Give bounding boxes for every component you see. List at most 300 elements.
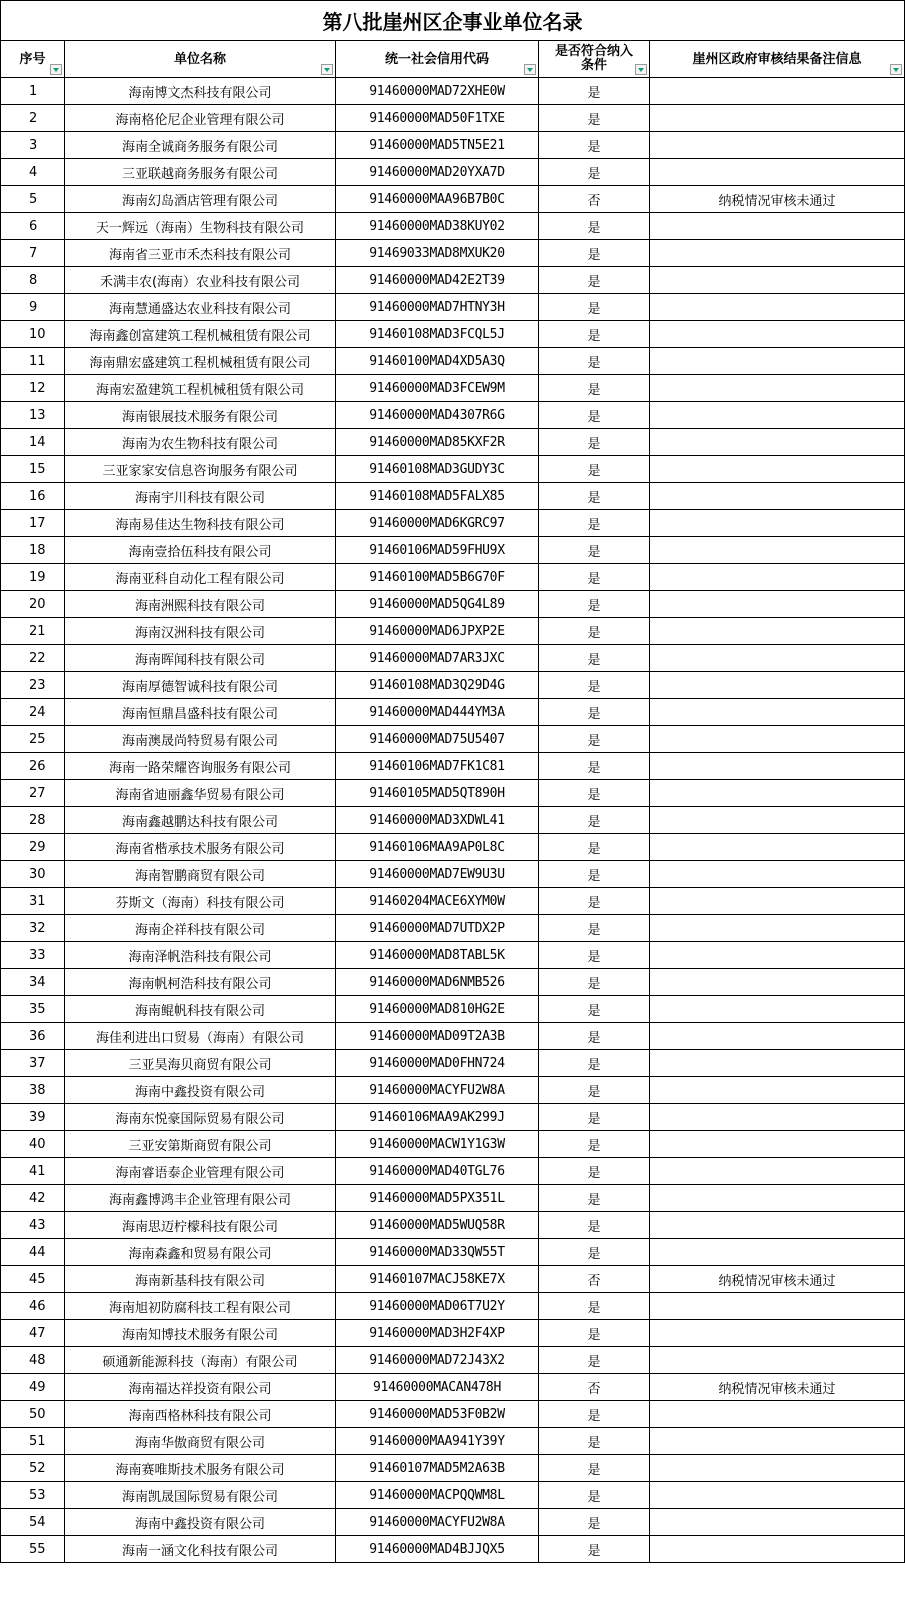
cell-note[interactable]: [650, 1185, 905, 1212]
cell-seq[interactable]: 23: [1, 672, 65, 699]
cell-credit-code[interactable]: 91460105MAD5QT890H: [336, 780, 539, 807]
cell-eligible[interactable]: 是: [539, 456, 650, 483]
cell-credit-code[interactable]: 91469033MAD8MXUK20: [336, 240, 539, 267]
cell-note[interactable]: [650, 1320, 905, 1347]
cell-note[interactable]: [650, 996, 905, 1023]
cell-credit-code[interactable]: 91460000MAD40TGL76: [336, 1158, 539, 1185]
cell-company-name[interactable]: 海南鲲帆科技有限公司: [65, 996, 336, 1023]
cell-seq[interactable]: 41: [1, 1158, 65, 1185]
cell-note[interactable]: [650, 564, 905, 591]
cell-seq[interactable]: 45: [1, 1266, 65, 1293]
cell-eligible[interactable]: 是: [539, 942, 650, 969]
cell-note[interactable]: [650, 753, 905, 780]
cell-note[interactable]: [650, 834, 905, 861]
cell-eligible[interactable]: 是: [539, 267, 650, 294]
table-row: [1, 1455, 905, 1482]
cell-seq[interactable]: 26: [1, 753, 65, 780]
cell-company-name[interactable]: 三亚昊海贝商贸有限公司: [65, 1050, 336, 1077]
cell-credit-code[interactable]: 91460000MAD75U5407: [336, 726, 539, 753]
cell-company-name[interactable]: 海南亚科自动化工程有限公司: [65, 564, 336, 591]
cell-credit-code[interactable]: 91460000MAD5PX351L: [336, 1185, 539, 1212]
header-code-label: 统一社会信用代码: [384, 51, 489, 67]
cell-eligible[interactable]: 是: [539, 1401, 650, 1428]
cell-eligible[interactable]: 是: [539, 348, 650, 375]
cell-credit-code[interactable]: 91460108MAD3GUDY3C: [336, 456, 539, 483]
cell-eligible[interactable]: 是: [539, 915, 650, 942]
cell-note[interactable]: [650, 1023, 905, 1050]
cell-note[interactable]: [650, 78, 905, 105]
cell-note[interactable]: [650, 1050, 905, 1077]
table-row: [1, 1536, 905, 1563]
cell-seq[interactable]: 38: [1, 1077, 65, 1104]
cell-eligible[interactable]: 是: [539, 996, 650, 1023]
cell-note[interactable]: [650, 1401, 905, 1428]
cell-seq[interactable]: 50: [1, 1401, 65, 1428]
table-row: [1, 888, 905, 915]
cell-company-name[interactable]: 海南西格林科技有限公司: [65, 1401, 336, 1428]
cell-company-name[interactable]: 海南洲熙科技有限公司: [65, 591, 336, 618]
cell-note[interactable]: [650, 321, 905, 348]
cell-eligible[interactable]: 是: [539, 618, 650, 645]
cell-company-name[interactable]: 海南智鹏商贸有限公司: [65, 861, 336, 888]
cell-seq[interactable]: 25: [1, 726, 65, 753]
cell-note[interactable]: [650, 159, 905, 186]
cell-credit-code[interactable]: 91460000MAD33QW55T: [336, 1239, 539, 1266]
cell-seq[interactable]: 55: [1, 1536, 65, 1563]
cell-seq[interactable]: 9: [1, 294, 65, 321]
cell-credit-code[interactable]: 91460000MAD42E2T39: [336, 267, 539, 294]
cell-eligible[interactable]: 是: [539, 1212, 650, 1239]
table-row: [1, 1293, 905, 1320]
cell-note[interactable]: [650, 1158, 905, 1185]
cell-company-name[interactable]: 海南福达祥投资有限公司: [65, 1374, 336, 1401]
cell-credit-code[interactable]: 91460000MAD06T7U2Y: [336, 1293, 539, 1320]
filter-dropdown-icon[interactable]: [524, 64, 536, 75]
cell-seq[interactable]: 36: [1, 1023, 65, 1050]
cell-credit-code[interactable]: 91460108MAD5FALX85: [336, 483, 539, 510]
cell-credit-code[interactable]: 91460100MAD4XD5A3Q: [336, 348, 539, 375]
table-row: [1, 456, 905, 483]
cell-eligible[interactable]: 是: [539, 1482, 650, 1509]
cell-credit-code[interactable]: 91460000MAD50F1TXE: [336, 105, 539, 132]
cell-company-name[interactable]: 海南格伦尼企业管理有限公司: [65, 105, 336, 132]
cell-company-name[interactable]: 天一辉远（海南）生物科技有限公司: [65, 213, 336, 240]
cell-company-name[interactable]: 海南中鑫投资有限公司: [65, 1509, 336, 1536]
cell-company-name[interactable]: 海南省迪丽鑫华贸易有限公司: [65, 780, 336, 807]
cell-credit-code[interactable]: 91460108MAD3FCQL5J: [336, 321, 539, 348]
cell-credit-code[interactable]: 91460000MACW1Y1G3W: [336, 1131, 539, 1158]
cell-company-name[interactable]: 海南晖闻科技有限公司: [65, 645, 336, 672]
cell-eligible[interactable]: 是: [539, 1239, 650, 1266]
cell-eligible[interactable]: 是: [539, 1509, 650, 1536]
cell-seq[interactable]: 7: [1, 240, 65, 267]
cell-eligible[interactable]: 是: [539, 834, 650, 861]
cell-credit-code[interactable]: 91460000MAD7AR3JXC: [336, 645, 539, 672]
cell-seq[interactable]: 4: [1, 159, 65, 186]
cell-note[interactable]: [650, 1212, 905, 1239]
cell-eligible[interactable]: 是: [539, 1077, 650, 1104]
cell-company-name[interactable]: 海南澳晟尚特贸易有限公司: [65, 726, 336, 753]
cell-note[interactable]: [650, 1482, 905, 1509]
cell-seq[interactable]: 15: [1, 456, 65, 483]
cell-company-name[interactable]: 芬斯文（海南）科技有限公司: [65, 888, 336, 915]
cell-company-name[interactable]: 海南鼎宏盛建筑工程机械租赁有限公司: [65, 348, 336, 375]
cell-credit-code[interactable]: 91460106MAA9AK299J: [336, 1104, 539, 1131]
cell-note[interactable]: [650, 861, 905, 888]
cell-note[interactable]: [650, 915, 905, 942]
cell-credit-code[interactable]: 91460000MAD6KGRC97: [336, 510, 539, 537]
cell-credit-code[interactable]: 91460000MAD444YM3A: [336, 699, 539, 726]
cell-note[interactable]: [650, 213, 905, 240]
cell-note[interactable]: [650, 1239, 905, 1266]
cell-company-name[interactable]: 海南幻岛酒店管理有限公司: [65, 186, 336, 213]
table-row: [1, 267, 905, 294]
cell-credit-code[interactable]: 91460000MAD09T2A3B: [336, 1023, 539, 1050]
cell-company-name[interactable]: 海南易佳达生物科技有限公司: [65, 510, 336, 537]
cell-note[interactable]: [650, 402, 905, 429]
cell-credit-code[interactable]: 91460000MAD3FCEW9M: [336, 375, 539, 402]
cell-credit-code[interactable]: 91460000MAD72J43X2: [336, 1347, 539, 1374]
cell-company-name[interactable]: 海南睿语泰企业管理有限公司: [65, 1158, 336, 1185]
cell-seq[interactable]: 46: [1, 1293, 65, 1320]
cell-eligible[interactable]: 是: [539, 1293, 650, 1320]
cell-credit-code[interactable]: 91460107MACJ58KE7X: [336, 1266, 539, 1293]
cell-company-name[interactable]: 海南厚德智诚科技有限公司: [65, 672, 336, 699]
cell-seq[interactable]: 10: [1, 321, 65, 348]
cell-company-name[interactable]: 海南全诚商务服务有限公司: [65, 132, 336, 159]
cell-eligible[interactable]: 是: [539, 861, 650, 888]
cell-company-name[interactable]: 海南知博技术服务有限公司: [65, 1320, 336, 1347]
cell-eligible[interactable]: 是: [539, 1023, 650, 1050]
cell-note[interactable]: [650, 780, 905, 807]
cell-eligible[interactable]: 是: [539, 429, 650, 456]
cell-eligible[interactable]: 是: [539, 1536, 650, 1563]
cell-seq[interactable]: 54: [1, 1509, 65, 1536]
cell-note[interactable]: [650, 1536, 905, 1563]
cell-eligible[interactable]: 是: [539, 699, 650, 726]
cell-eligible[interactable]: 是: [539, 672, 650, 699]
cell-seq[interactable]: 2: [1, 105, 65, 132]
table-row: [1, 483, 905, 510]
cell-credit-code[interactable]: 91460000MACAN478H: [336, 1374, 539, 1401]
cell-seq[interactable]: 39: [1, 1104, 65, 1131]
cell-note[interactable]: [650, 1428, 905, 1455]
cell-note[interactable]: [650, 942, 905, 969]
cell-note[interactable]: [650, 1455, 905, 1482]
cell-eligible[interactable]: 是: [539, 1104, 650, 1131]
cell-credit-code[interactable]: 91460000MAD5WUQ58R: [336, 1212, 539, 1239]
cell-seq[interactable]: 3: [1, 132, 65, 159]
cell-credit-code[interactable]: 91460000MAD4BJJQX5: [336, 1536, 539, 1563]
filter-dropdown-icon[interactable]: [50, 64, 62, 75]
cell-seq[interactable]: 6: [1, 213, 65, 240]
table-row: [1, 1239, 905, 1266]
header-eligible-label: 是否符合纳入条件: [554, 44, 633, 73]
cell-note[interactable]: [650, 1293, 905, 1320]
cell-credit-code[interactable]: 91460000MAD7EW9U3U: [336, 861, 539, 888]
cell-seq[interactable]: 24: [1, 699, 65, 726]
cell-company-name[interactable]: 三亚安第斯商贸有限公司: [65, 1131, 336, 1158]
cell-company-name[interactable]: 海南鑫越鹏达科技有限公司: [65, 807, 336, 834]
cell-note[interactable]: 纳税情况审核未通过: [650, 186, 905, 213]
cell-credit-code[interactable]: 91460000MACYFU2W8A: [336, 1509, 539, 1536]
cell-eligible[interactable]: 是: [539, 888, 650, 915]
table-row: [1, 78, 905, 105]
cell-company-name[interactable]: 海南博文杰科技有限公司: [65, 78, 336, 105]
cell-company-name[interactable]: 海南企祥科技有限公司: [65, 915, 336, 942]
cell-credit-code[interactable]: 91460000MAD53F0B2W: [336, 1401, 539, 1428]
cell-eligible[interactable]: 是: [539, 159, 650, 186]
cell-company-name[interactable]: 海南为农生物科技有限公司: [65, 429, 336, 456]
cell-eligible[interactable]: 是: [539, 78, 650, 105]
cell-eligible[interactable]: 是: [539, 591, 650, 618]
cell-note[interactable]: [650, 1347, 905, 1374]
cell-note[interactable]: [650, 348, 905, 375]
cell-credit-code[interactable]: 91460000MAD7HTNY3H: [336, 294, 539, 321]
cell-credit-code[interactable]: 91460000MAD4307R6G: [336, 402, 539, 429]
cell-company-name[interactable]: 海南一涵文化科技有限公司: [65, 1536, 336, 1563]
cell-note[interactable]: [650, 537, 905, 564]
cell-seq[interactable]: 52: [1, 1455, 65, 1482]
cell-credit-code[interactable]: 91460108MAD3Q29D4G: [336, 672, 539, 699]
cell-company-name[interactable]: 海南宏盈建筑工程机械租赁有限公司: [65, 375, 336, 402]
cell-credit-code[interactable]: 91460000MAD8TABL5K: [336, 942, 539, 969]
cell-note[interactable]: [650, 888, 905, 915]
cell-seq[interactable]: 34: [1, 969, 65, 996]
cell-credit-code[interactable]: 91460000MAD3H2F4XP: [336, 1320, 539, 1347]
cell-seq[interactable]: 27: [1, 780, 65, 807]
cell-note[interactable]: [650, 807, 905, 834]
cell-note[interactable]: [650, 240, 905, 267]
cell-eligible[interactable]: 是: [539, 1455, 650, 1482]
cell-note[interactable]: 纳税情况审核未通过: [650, 1266, 905, 1293]
cell-eligible[interactable]: 是: [539, 969, 650, 996]
cell-note[interactable]: [650, 672, 905, 699]
cell-seq[interactable]: 13: [1, 402, 65, 429]
cell-seq[interactable]: 17: [1, 510, 65, 537]
cell-eligible[interactable]: 是: [539, 294, 650, 321]
cell-credit-code[interactable]: 91460000MACYFU2W8A: [336, 1077, 539, 1104]
table-row: [1, 186, 905, 213]
cell-seq[interactable]: 12: [1, 375, 65, 402]
cell-credit-code[interactable]: 91460000MAD810HG2E: [336, 996, 539, 1023]
cell-eligible[interactable]: 是: [539, 213, 650, 240]
cell-seq[interactable]: 8: [1, 267, 65, 294]
cell-seq[interactable]: 33: [1, 942, 65, 969]
cell-company-name[interactable]: 海南鑫博鸿丰企业管理有限公司: [65, 1185, 336, 1212]
cell-seq[interactable]: 18: [1, 537, 65, 564]
cell-seq[interactable]: 32: [1, 915, 65, 942]
cell-company-name[interactable]: 海南恒鼎昌盛科技有限公司: [65, 699, 336, 726]
cell-eligible[interactable]: 是: [539, 402, 650, 429]
cell-note[interactable]: [650, 969, 905, 996]
cell-eligible[interactable]: 是: [539, 726, 650, 753]
cell-note[interactable]: [650, 456, 905, 483]
cell-seq[interactable]: 44: [1, 1239, 65, 1266]
cell-company-name[interactable]: 海南帆柯浩科技有限公司: [65, 969, 336, 996]
cell-credit-code[interactable]: 91460000MAD6JPXP2E: [336, 618, 539, 645]
cell-company-name[interactable]: 海南壹拾伍科技有限公司: [65, 537, 336, 564]
cell-note[interactable]: [650, 699, 905, 726]
filter-dropdown-icon[interactable]: [321, 64, 333, 75]
cell-seq[interactable]: 48: [1, 1347, 65, 1374]
cell-company-name[interactable]: 海南森鑫和贸易有限公司: [65, 1239, 336, 1266]
cell-note[interactable]: [650, 1104, 905, 1131]
table-row: [1, 564, 905, 591]
cell-eligible[interactable]: 是: [539, 1050, 650, 1077]
cell-note[interactable]: [650, 375, 905, 402]
cell-eligible[interactable]: 是: [539, 1347, 650, 1374]
cell-company-name[interactable]: 海南汉洲科技有限公司: [65, 618, 336, 645]
cell-seq[interactable]: 42: [1, 1185, 65, 1212]
cell-credit-code[interactable]: 91460106MAD59FHU9X: [336, 537, 539, 564]
cell-seq[interactable]: 37: [1, 1050, 65, 1077]
cell-note[interactable]: [650, 645, 905, 672]
cell-eligible[interactable]: 是: [539, 1158, 650, 1185]
cell-eligible[interactable]: 是: [539, 537, 650, 564]
cell-eligible[interactable]: 是: [539, 1428, 650, 1455]
cell-credit-code[interactable]: 91460107MAD5M2A63B: [336, 1455, 539, 1482]
cell-company-name[interactable]: 海佳利进出口贸易（海南）有限公司: [65, 1023, 336, 1050]
cell-credit-code[interactable]: 91460100MAD5B6G70F: [336, 564, 539, 591]
cell-note[interactable]: [650, 132, 905, 159]
cell-company-name[interactable]: 禾满丰农(海南）农业科技有限公司: [65, 267, 336, 294]
cell-eligible[interactable]: 是: [539, 1320, 650, 1347]
filter-dropdown-icon[interactable]: [635, 64, 647, 75]
filter-dropdown-icon[interactable]: [890, 64, 902, 75]
cell-company-name[interactable]: 海南旭初防腐科技工程有限公司: [65, 1293, 336, 1320]
cell-company-name[interactable]: 海南凯晟国际贸易有限公司: [65, 1482, 336, 1509]
cell-seq[interactable]: 22: [1, 645, 65, 672]
cell-note[interactable]: [650, 105, 905, 132]
cell-credit-code[interactable]: 91460000MAD6NMB526: [336, 969, 539, 996]
cell-company-name[interactable]: 海南宇川科技有限公司: [65, 483, 336, 510]
cell-credit-code[interactable]: 91460000MAD5TN5E21: [336, 132, 539, 159]
cell-company-name[interactable]: 海南泽帆浩科技有限公司: [65, 942, 336, 969]
cell-credit-code[interactable]: 91460000MAD3XDWL41: [336, 807, 539, 834]
cell-seq[interactable]: 35: [1, 996, 65, 1023]
table-row: [1, 1428, 905, 1455]
cell-seq[interactable]: 5: [1, 186, 65, 213]
cell-eligible[interactable]: 是: [539, 1185, 650, 1212]
cell-eligible[interactable]: 是: [539, 564, 650, 591]
cell-eligible[interactable]: 是: [539, 753, 650, 780]
cell-eligible[interactable]: 是: [539, 240, 650, 267]
cell-seq[interactable]: 29: [1, 834, 65, 861]
cell-eligible[interactable]: 是: [539, 321, 650, 348]
table-row: [1, 1077, 905, 1104]
cell-eligible[interactable]: 是: [539, 807, 650, 834]
cell-company-name[interactable]: 海南省三亚市禾杰科技有限公司: [65, 240, 336, 267]
cell-eligible[interactable]: 是: [539, 780, 650, 807]
cell-eligible[interactable]: 是: [539, 132, 650, 159]
cell-seq[interactable]: 14: [1, 429, 65, 456]
cell-note[interactable]: [650, 429, 905, 456]
cell-company-name[interactable]: 海南银展技术服务有限公司: [65, 402, 336, 429]
cell-company-name[interactable]: 硕通新能源科技（海南）有限公司: [65, 1347, 336, 1374]
cell-seq[interactable]: 47: [1, 1320, 65, 1347]
cell-seq[interactable]: 49: [1, 1374, 65, 1401]
cell-seq[interactable]: 30: [1, 861, 65, 888]
cell-note[interactable]: [650, 591, 905, 618]
cell-seq[interactable]: 31: [1, 888, 65, 915]
cell-note[interactable]: [650, 483, 905, 510]
cell-company-name[interactable]: 海南东悦豪国际贸易有限公司: [65, 1104, 336, 1131]
cell-credit-code[interactable]: 91460000MAD72XHE0W: [336, 78, 539, 105]
cell-credit-code[interactable]: 91460106MAD7FK1C81: [336, 753, 539, 780]
table-row: [1, 942, 905, 969]
cell-note[interactable]: [650, 726, 905, 753]
cell-eligible[interactable]: 是: [539, 645, 650, 672]
cell-note[interactable]: [650, 294, 905, 321]
cell-credit-code[interactable]: 91460000MAA941Y39Y: [336, 1428, 539, 1455]
header-seq-label: 序号: [19, 51, 46, 67]
cell-note[interactable]: [650, 1077, 905, 1104]
table-row: [1, 1158, 905, 1185]
cell-note[interactable]: [650, 618, 905, 645]
cell-seq[interactable]: 53: [1, 1482, 65, 1509]
cell-company-name[interactable]: 三亚联越商务服务有限公司: [65, 159, 336, 186]
cell-seq[interactable]: 43: [1, 1212, 65, 1239]
cell-note[interactable]: [650, 510, 905, 537]
table-row: [1, 375, 905, 402]
cell-company-name[interactable]: 海南慧通盛达农业科技有限公司: [65, 294, 336, 321]
cell-note[interactable]: 纳税情况审核未通过: [650, 1374, 905, 1401]
cell-seq[interactable]: 21: [1, 618, 65, 645]
cell-credit-code[interactable]: 91460000MAD7UTDX2P: [336, 915, 539, 942]
cell-company-name[interactable]: 海南新基科技有限公司: [65, 1266, 336, 1293]
cell-seq[interactable]: 11: [1, 348, 65, 375]
cell-company-name[interactable]: 海南华傲商贸有限公司: [65, 1428, 336, 1455]
cell-credit-code[interactable]: 91460000MAD0FHN724: [336, 1050, 539, 1077]
cell-seq[interactable]: 20: [1, 591, 65, 618]
cell-company-name[interactable]: 海南省楷承技术服务有限公司: [65, 834, 336, 861]
cell-eligible[interactable]: 是: [539, 375, 650, 402]
cell-seq[interactable]: 40: [1, 1131, 65, 1158]
cell-company-name[interactable]: 海南赛唯斯技术服务有限公司: [65, 1455, 336, 1482]
cell-seq[interactable]: 28: [1, 807, 65, 834]
table-row: [1, 240, 905, 267]
cell-note[interactable]: [650, 1131, 905, 1158]
cell-credit-code[interactable]: 91460106MAA9AP0L8C: [336, 834, 539, 861]
cell-credit-code[interactable]: 91460000MAD38KUY02: [336, 213, 539, 240]
cell-credit-code[interactable]: 91460000MAA96B7B0C: [336, 186, 539, 213]
cell-seq[interactable]: 19: [1, 564, 65, 591]
cell-eligible[interactable]: 是: [539, 483, 650, 510]
cell-eligible[interactable]: 否: [539, 1374, 650, 1401]
cell-seq[interactable]: 16: [1, 483, 65, 510]
cell-note[interactable]: [650, 267, 905, 294]
cell-note[interactable]: [650, 1509, 905, 1536]
cell-company-name[interactable]: 海南一路荣耀咨询服务有限公司: [65, 753, 336, 780]
cell-credit-code[interactable]: 91460000MACPQQWM8L: [336, 1482, 539, 1509]
cell-seq[interactable]: 51: [1, 1428, 65, 1455]
cell-company-name[interactable]: 海南中鑫投资有限公司: [65, 1077, 336, 1104]
cell-credit-code[interactable]: 91460204MACE6XYM0W: [336, 888, 539, 915]
cell-eligible[interactable]: 是: [539, 510, 650, 537]
cell-company-name[interactable]: 海南鑫创富建筑工程机械租赁有限公司: [65, 321, 336, 348]
cell-eligible[interactable]: 否: [539, 1266, 650, 1293]
cell-seq[interactable]: 1: [1, 78, 65, 105]
cell-company-name[interactable]: 三亚家家安信息咨询服务有限公司: [65, 456, 336, 483]
cell-credit-code[interactable]: 91460000MAD85KXF2R: [336, 429, 539, 456]
cell-credit-code[interactable]: 91460000MAD20YXA7D: [336, 159, 539, 186]
cell-eligible[interactable]: 否: [539, 186, 650, 213]
cell-eligible[interactable]: 是: [539, 105, 650, 132]
cell-credit-code[interactable]: 91460000MAD5QG4L89: [336, 591, 539, 618]
cell-eligible[interactable]: 是: [539, 1131, 650, 1158]
cell-company-name[interactable]: 海南思迈柠檬科技有限公司: [65, 1212, 336, 1239]
